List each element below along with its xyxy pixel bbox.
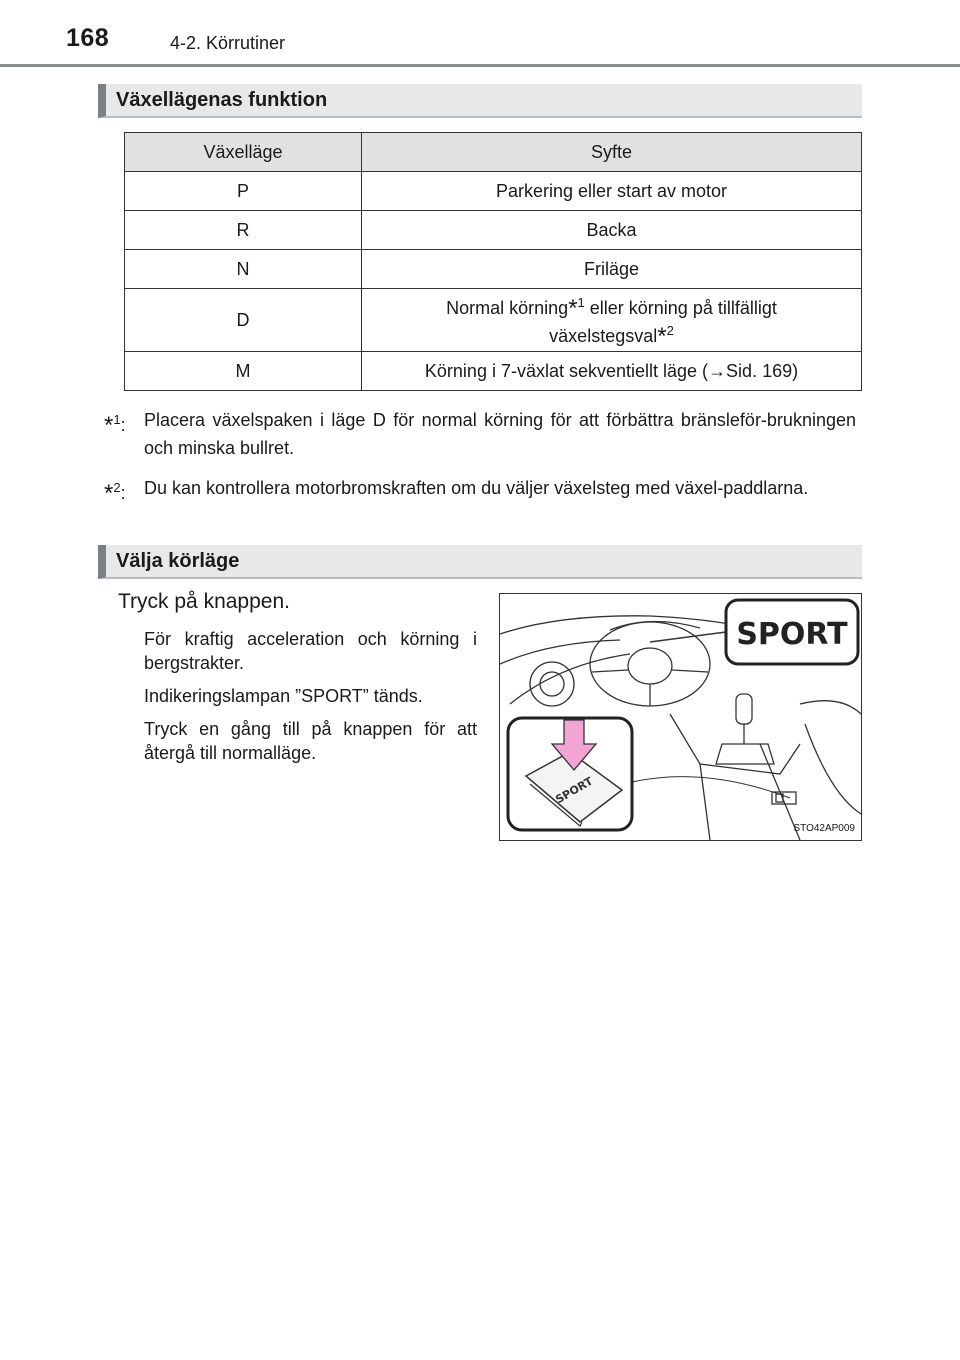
footnote-ref: 2 (666, 323, 674, 338)
asterisk-icon: * (568, 295, 578, 322)
step-instruction: Tryck på knappen. (118, 590, 290, 613)
column-header-gear: Växelläge (125, 133, 362, 172)
asterisk-icon: * (104, 412, 114, 439)
purpose-cell (362, 289, 862, 352)
footnote-2: *$^2$: Du kan kontrollera motorbromskraften om du väljer växelsteg med växel-paddlarna. (104, 474, 856, 502)
purpose-text: Körning i 7-växlat sekventiellt läge ( (424, 360, 709, 381)
gear-function-table (124, 132, 862, 391)
gear-cell: R (125, 211, 362, 250)
gear-cell: N (125, 250, 362, 289)
page-reference-link[interactable]: Sid. 169) (726, 360, 799, 381)
figure-code: STO42AP009 (793, 823, 855, 834)
table-header-row (125, 133, 862, 172)
section-heading-drive-mode: Välja körläge (98, 545, 862, 579)
header-divider (0, 64, 960, 67)
footnote-marker: 1 (113, 412, 121, 427)
purpose-cell (362, 352, 862, 391)
description-paragraph: För kraftig acceleration och körning i bergstrakter. (144, 629, 477, 673)
arrow-icon: → (708, 360, 727, 381)
purpose-text: eller körning på tillfälligt (584, 298, 777, 318)
section-heading-gear-functions: Växellägenas funktion (98, 84, 862, 118)
purpose-cell: Backa (362, 211, 862, 250)
table-row (125, 250, 862, 289)
gear-cell: M (125, 352, 362, 391)
table-row (125, 352, 862, 391)
purpose-cell: Friläge (362, 250, 862, 289)
sport-button-label: SPORT (553, 774, 596, 807)
page-number: 168 (66, 24, 110, 52)
purpose-cell: Parkering eller start av motor (362, 172, 862, 211)
purpose-text: Normal körning (446, 298, 569, 318)
sport-button-illustration (499, 593, 862, 841)
footnote-ref: 1 (577, 295, 585, 310)
gear-cell: D (125, 289, 362, 352)
description-paragraph: Indikeringslampan ”SPORT” tänds. (144, 686, 423, 706)
sport-callout-label: SPORT (736, 617, 848, 652)
table-row (125, 172, 862, 211)
chapter-title: 4-2. Körrutiner (170, 33, 286, 53)
gear-cell: P (125, 172, 362, 211)
footnote-text: Placera växelspaken i läge D för normal körning för att förbättra bränsleför-brukningen och minska bullret. (144, 410, 856, 458)
description-paragraph: Tryck en gång till på knappen för att återgå till normalläge. (144, 719, 477, 763)
footnote-1: *$^1$: Placera växelspaken i läge D för normal körning för att förbättra bränsleför-brukningen och minska bullret. (104, 406, 856, 462)
column-header-purpose: Syfte (362, 133, 862, 172)
footnote-marker: 2 (113, 480, 121, 495)
dashboard-drawing (500, 594, 861, 840)
footnote-text: Du kan kontrollera motorbromskraften om du väljer växelsteg med växel-paddlarna. (144, 478, 809, 498)
table-row (125, 211, 862, 250)
asterisk-icon: * (657, 323, 667, 350)
asterisk-icon: * (104, 480, 114, 507)
table-row (125, 289, 862, 352)
purpose-text: växelstegsval (549, 326, 658, 346)
